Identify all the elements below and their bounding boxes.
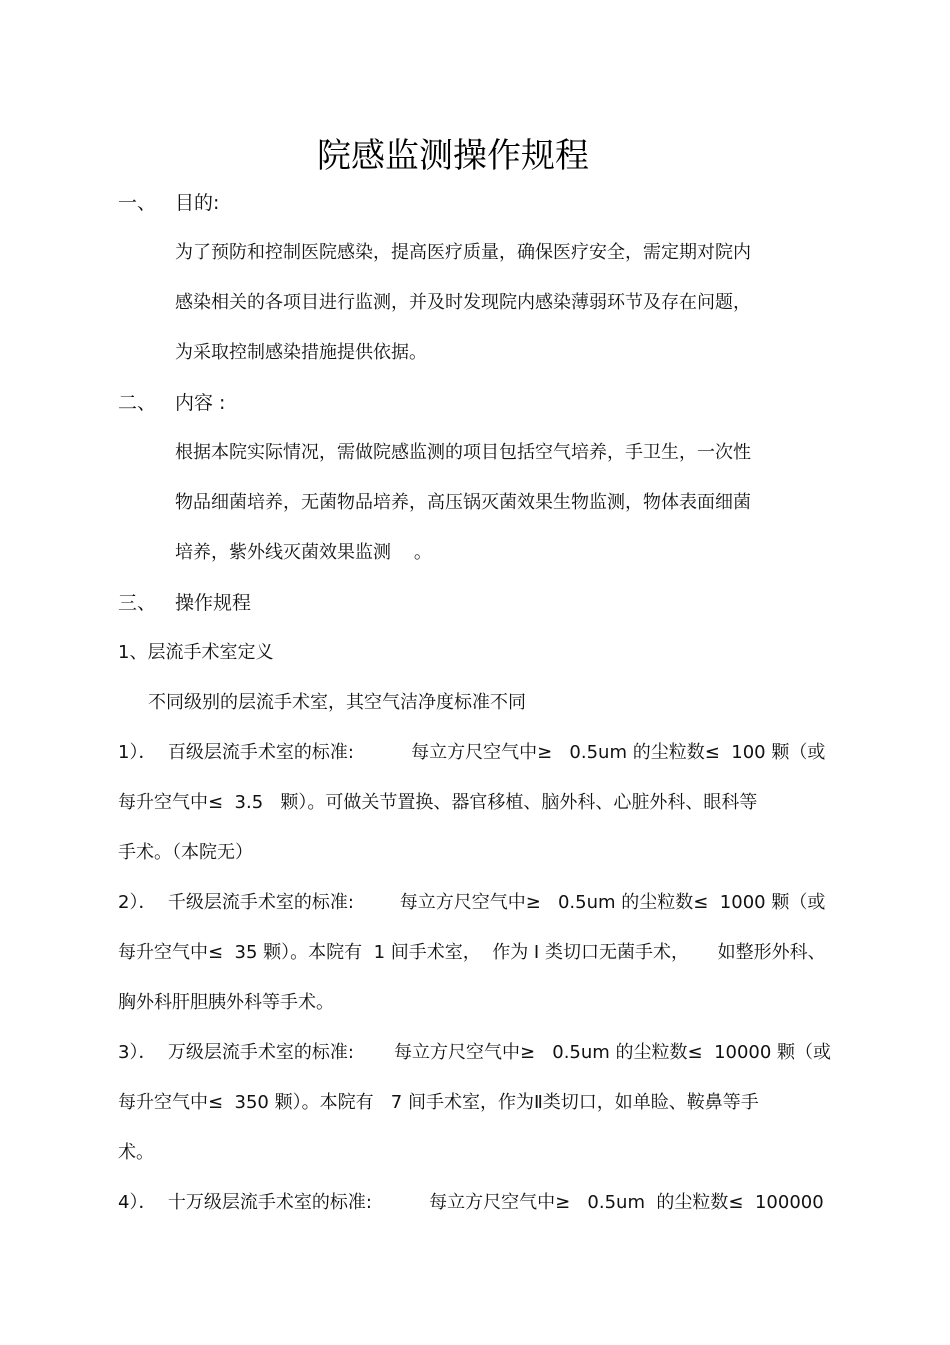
body-line: 不同级别的层流手术室，其空气洁净度标准不同 (148, 692, 526, 713)
body-line: 3）． 万级层流手术室的标准: 每立方尺空气中≥ 0.5um 的尘粒数≤ 10000 颗（或 (118, 1042, 832, 1063)
section-1-paragraph-line: 为采取控制感染措施提供依据。 (175, 342, 427, 363)
body-line: 每升空气中≤ 350 颗）。本院有 7 间手术室，作为Ⅱ类切口，如单睑、鞍鼻等手 (118, 1092, 759, 1113)
subsection-heading: 1、层流手术室定义 (118, 642, 274, 663)
section-3-heading: 操作规程 (175, 592, 252, 614)
section-1-heading: 目的: (175, 192, 220, 214)
body-line: 4）． 十万级层流手术室的标准: 每立方尺空气中≥ 0.5um 的尘粒数≤ 100000 (118, 1192, 824, 1213)
section-2-number: 二、 (118, 392, 157, 414)
section-1-number: 一、 (118, 192, 157, 214)
section-2-paragraph-line: 培养，紫外线灭菌效果监测 。 (175, 542, 432, 563)
document-title: 院感监测操作规程 (317, 136, 589, 176)
body-line: 术。 (118, 1142, 154, 1163)
section-2-paragraph-line: 根据本院实际情况，需做院感监测的项目包括空气培养，手卫生，一次性 (175, 442, 751, 463)
section-2-paragraph-line: 物品细菌培养，无菌物品培养，高压锅灭菌效果生物监测，物体表面细菌 (175, 492, 751, 513)
section-3-number: 三、 (118, 592, 157, 614)
section-1-paragraph-line: 为了预防和控制医院感染，提高医疗质量，确保医疗安全，需定期对院内 (175, 242, 751, 263)
body-line: 2）． 千级层流手术室的标准: 每立方尺空气中≥ 0.5um 的尘粒数≤ 1000 颗（或 (118, 892, 826, 913)
body-line: 手术。（本院无） (118, 842, 253, 863)
section-1-paragraph-line: 感染相关的各项目进行监测，并及时发现院内感染薄弱环节及存在问题， (175, 292, 751, 313)
body-line: 1）． 百级层流手术室的标准: 每立方尺空气中≥ 0.5um 的尘粒数≤ 100 颗（或 (118, 742, 826, 763)
section-2-heading: 内容 : (175, 392, 226, 414)
body-line: 每升空气中≤ 35 颗）。本院有 1 间手术室， 作为 I 类切口无菌手术， 如整形外科、 (118, 942, 826, 963)
body-line: 每升空气中≤ 3.5 颗）。可做关节置换、器官移植、脑外科、心脏外科、眼科等 (118, 792, 758, 813)
body-line: 胸外科肝胆胰外科等手术。 (118, 992, 334, 1013)
